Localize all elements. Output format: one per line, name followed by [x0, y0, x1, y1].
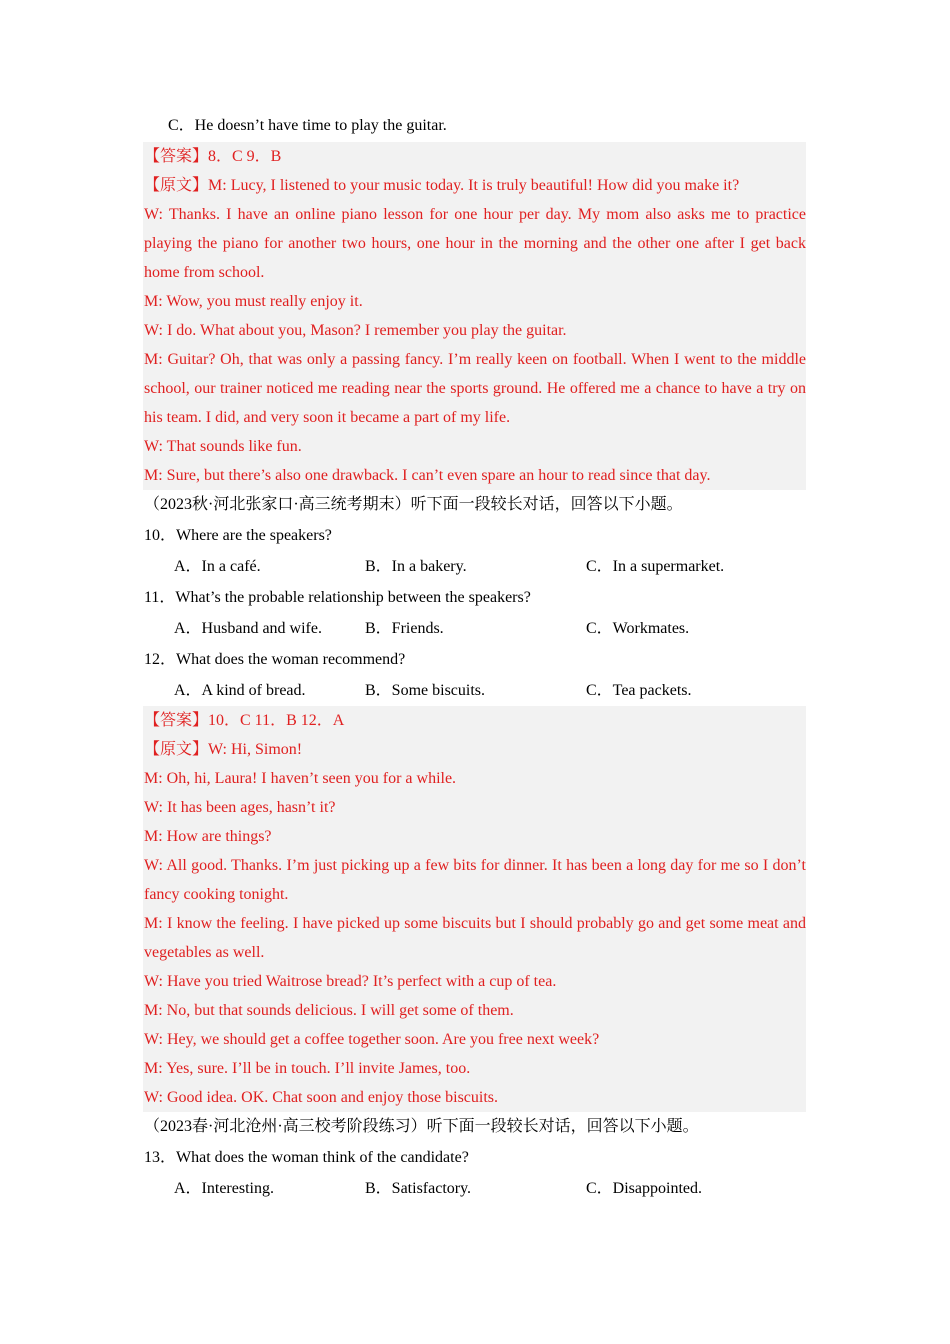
transcript-line: W: Thanks. I have an online piano lesson for one hour per day. My mom also asks me to practice playing the piano for another two hours, one hour in the morning and the other one after I get back home from school.: [144, 206, 806, 281]
option-a: A．In a café.: [174, 558, 261, 575]
answer-line: 【答案】8．C 9．B: [144, 148, 282, 165]
option-c-previous-question: C．He doesn’t have time to play the guitar.: [168, 117, 447, 134]
transcript-line: M: Sure, but there’s also one drawback. I can’t even spare an hour to read since that day.: [144, 467, 711, 484]
transcript-line: M: Wow, you must really enjoy it.: [144, 293, 363, 310]
transcript-line: M: No, but that sounds delicious. I will get some of them.: [144, 1002, 514, 1019]
option-a: A．Interesting.: [174, 1180, 274, 1197]
transcript-line: W: All good. Thanks. I’m just picking up a few bits for dinner. It has been a long day for me so I don’t fancy cooking tonight.: [144, 857, 806, 903]
question-list: [144, 1142, 806, 1204]
option-row: [144, 675, 806, 706]
transcript-line: W: That sounds like fun.: [144, 438, 302, 455]
transcript-line: W: I do. What about you, Mason? I remember you play the guitar.: [144, 322, 567, 339]
transcript-line: M: I know the feeling. I have picked up some biscuits but I should probably go and get some meat and vegetables as well.: [144, 915, 806, 961]
transcript-line: 【原文】M: Lucy, I listened to your music today. It is truly beautiful! How did you make it?: [144, 177, 740, 194]
option-c: C．Tea packets.: [586, 682, 692, 699]
transcript-line: W: Hey, we should get a coffee together soon. Are you free next week?: [144, 1031, 600, 1048]
option-b: B．Friends.: [365, 620, 444, 637]
transcript-line: W: It has been ages, hasn’t it?: [144, 799, 336, 816]
transcript-line: M: Oh, hi, Laura! I haven’t seen you for a while.: [144, 770, 457, 787]
transcript-line: W: Have you tried Waitrose bread? It’s perfect with a cup of tea.: [144, 973, 557, 990]
option-b: B．In a bakery.: [365, 558, 467, 575]
transcript-line: M: How are things?: [144, 828, 272, 845]
section-source: （2023秋·河北张家口·高三统考期末）听下面一段较长对话，回答以下小题。: [144, 496, 683, 513]
transcript-line: W: Good idea. OK. Chat soon and enjoy those biscuits.: [144, 1089, 499, 1106]
option-a: A．Husband and wife.: [174, 620, 322, 637]
option-b: B．Some biscuits.: [365, 682, 486, 699]
option-row: [144, 613, 806, 644]
original-label: 【原文】: [144, 741, 209, 758]
original-label: 【原文】: [144, 177, 209, 194]
question: 12．What does the woman recommend?: [144, 651, 406, 668]
answer-block-2: [143, 706, 806, 1112]
option-c: C．In a supermarket.: [586, 558, 725, 575]
section-source: （2023春·河北沧州·高三校考阶段练习）听下面一段较长对话，回答以下小题。: [144, 1118, 699, 1135]
question-list: [144, 520, 806, 706]
transcript-line: 【原文】W: Hi, Simon!: [144, 741, 303, 758]
option-row: [144, 1173, 806, 1204]
transcript-line: M: Guitar? Oh, that was only a passing fancy. I’m really keen on football. When I went to the middle school, our trainer noticed me reading near the sports ground. He offered me a chance to have a try on his team. I did, and very soon it became a part of my life.: [144, 351, 806, 426]
answer-line: 【答案】10．C 11．B 12．A: [144, 712, 345, 729]
question: 13．What does the woman think of the candidate?: [144, 1149, 469, 1166]
question: 10．Where are the speakers?: [144, 527, 332, 544]
answer-block-1: [143, 142, 806, 490]
option-c: C．Workmates.: [586, 620, 690, 637]
document-page: [144, 110, 806, 1204]
option-a: A．A kind of bread.: [174, 682, 306, 699]
option-b: B．Satisfactory.: [365, 1180, 472, 1197]
question: 11．What’s the probable relationship between the speakers?: [144, 589, 531, 606]
option-row: [144, 551, 806, 582]
option-c: C．Disappointed.: [586, 1180, 702, 1197]
transcript-line: M: Yes, sure. I’ll be in touch. I’ll invite James, too.: [144, 1060, 471, 1077]
